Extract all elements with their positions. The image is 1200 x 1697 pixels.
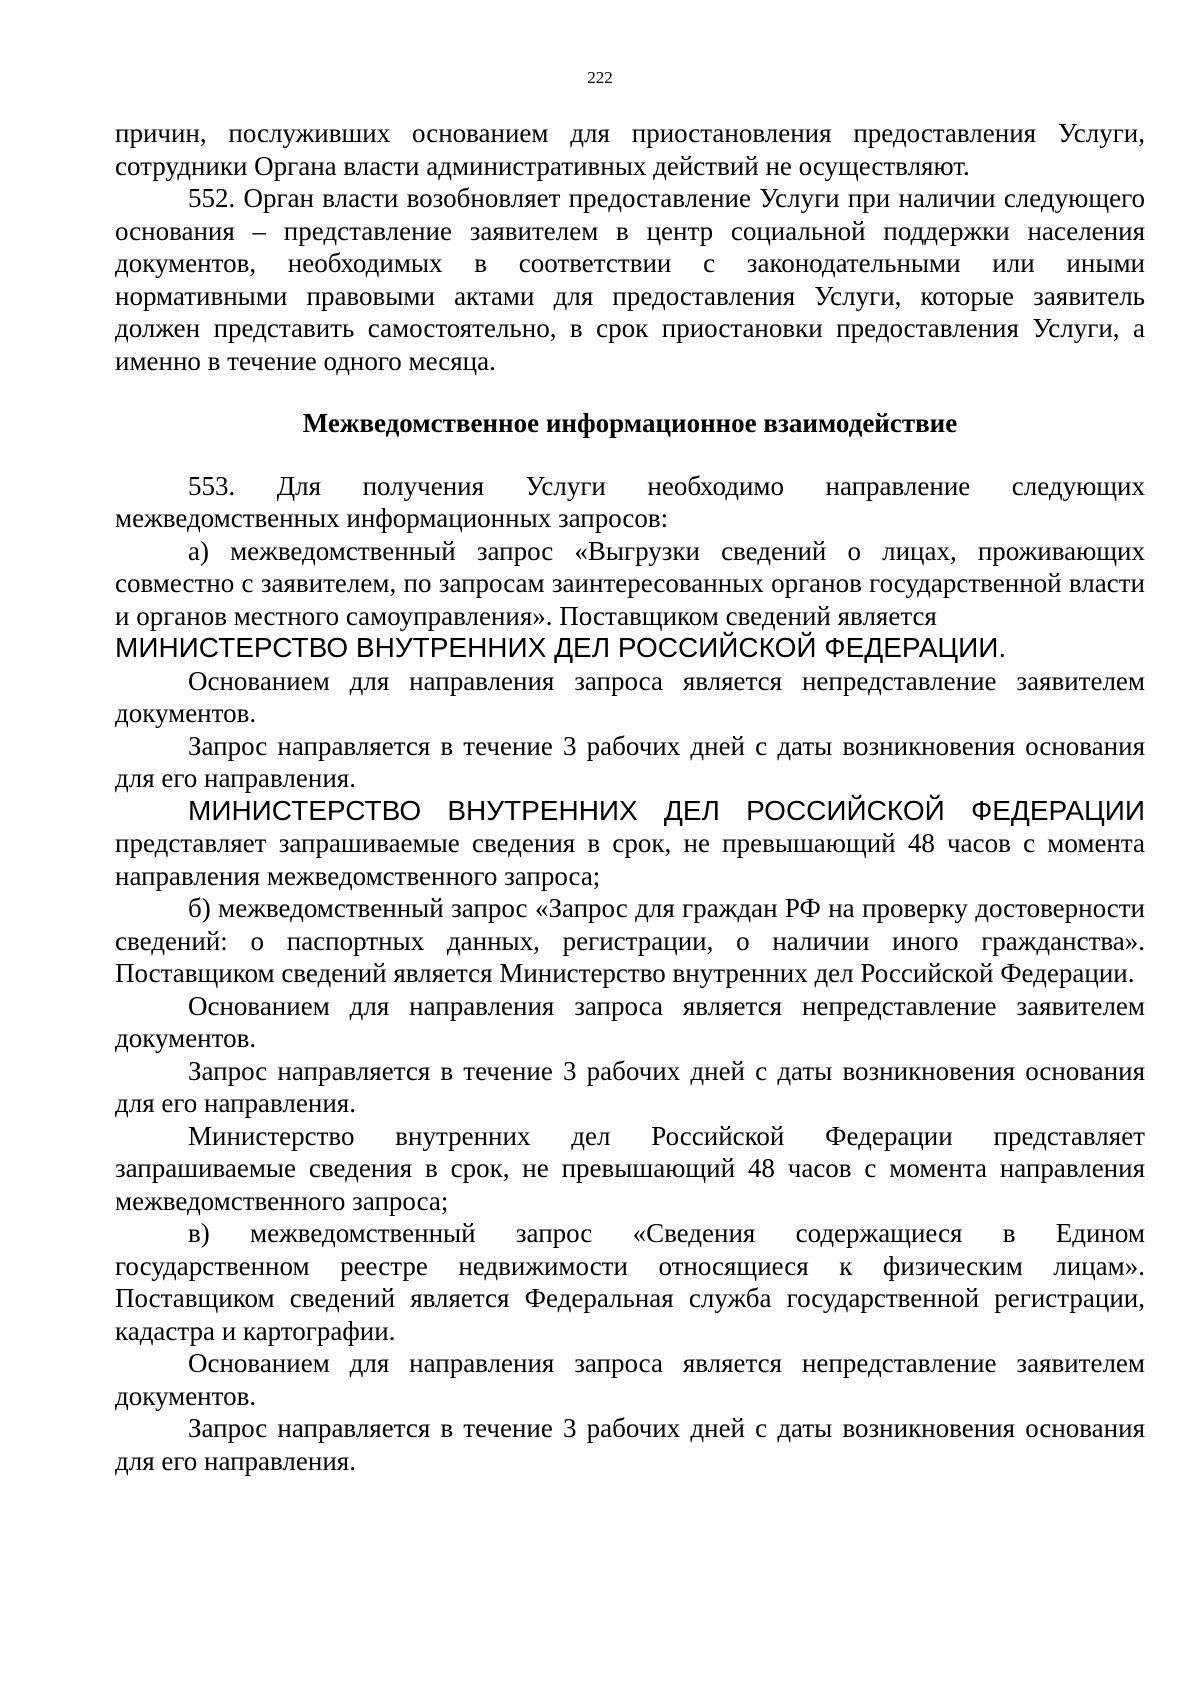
- paragraph-continuation: причин, послуживших основанием для приостановления предоставления Услуги, сотрудники Органа власти административных действий не осуществляют.: [115, 118, 1145, 181]
- item-b-term: Запрос направляется в течение 3 рабочих дней с даты возникновения основания для его направления.: [115, 1055, 1145, 1118]
- item-a-response: представляет запрашиваемые сведения в срок, не превышающий 48 часов с момента направления межведомственного запроса;: [115, 828, 1145, 891]
- item-b-response: Министерство внутренних дел Российской Федерации представляет запрашиваемые сведения в срок, не превышающий 48 часов с момента направления межведомственного запроса;: [115, 1120, 1145, 1216]
- document-body: [115, 117, 1145, 1477]
- item-c-basis: Основанием для направления запроса является непредставление заявителем документов.: [115, 1348, 1145, 1411]
- page-number: 222: [587, 68, 613, 87]
- item-b-basis: Основанием для направления запроса является непредставление заявителем документов.: [115, 990, 1145, 1053]
- item-c: в) межведомственный запрос «Сведения содержащиеся в Едином государственном реестре недвижимости относящиеся к физическим лицам». Поставщиком сведений является Федеральная служба государственной регистрации, кадастра и картографии.: [115, 1218, 1145, 1346]
- item-b: б) межведомственный запрос «Запрос для граждан РФ на проверку достоверности сведений: о паспортных данных, регистрации, о наличии иного гражданства». Поставщиком сведений является Министерство внутренних дел Российской Федерации.: [115, 893, 1145, 988]
- paragraph-553: 553. Для получения Услуги необходимо направление следующих межведомственных информационных запросов:: [115, 470, 1145, 533]
- item-a-response-authority: МИНИСТЕРСТВО ВНУТРЕННИХ ДЕЛ РОССИЙСКОЙ ФЕДЕРАЦИИ: [188, 794, 1145, 826]
- item-c-term: Запрос направляется в течение 3 рабочих дней с даты возникновения основания для его направления.: [115, 1413, 1145, 1476]
- paragraph-552: 552. Орган власти возобновляет предоставление Услуги при наличии следующего основания – представление заявителем в центр социальной поддержки населения документов, необходимых в соответствии с законодательными или иными нормативными правовыми актами для предоставления Услуги, которые заявитель должен представить самостоятельно, в срок приостановки предоставления Услуги, а именно в течение одного месяца.: [115, 183, 1145, 376]
- item-a-supplier: МИНИСТЕРСТВО ВНУТРЕННИХ ДЕЛ РОССИЙСКОЙ ФЕДЕРАЦИИ.: [115, 632, 1007, 663]
- item-a-basis: Основанием для направления запроса является непредставление заявителем документов.: [115, 665, 1145, 728]
- section-heading: Межведомственное информационное взаимодействие: [302, 408, 958, 438]
- item-a-term: Запрос направляется в течение 3 рабочих дней с даты возникновения основания для его направления.: [115, 730, 1145, 793]
- item-a: а) межведомственный запрос «Выгрузки сведений о лицах, проживающих совместно с заявителем, по запросам заинтересованных органов государственной власти и органов местного самоуправления». Поставщиком сведений является: [115, 535, 1145, 631]
